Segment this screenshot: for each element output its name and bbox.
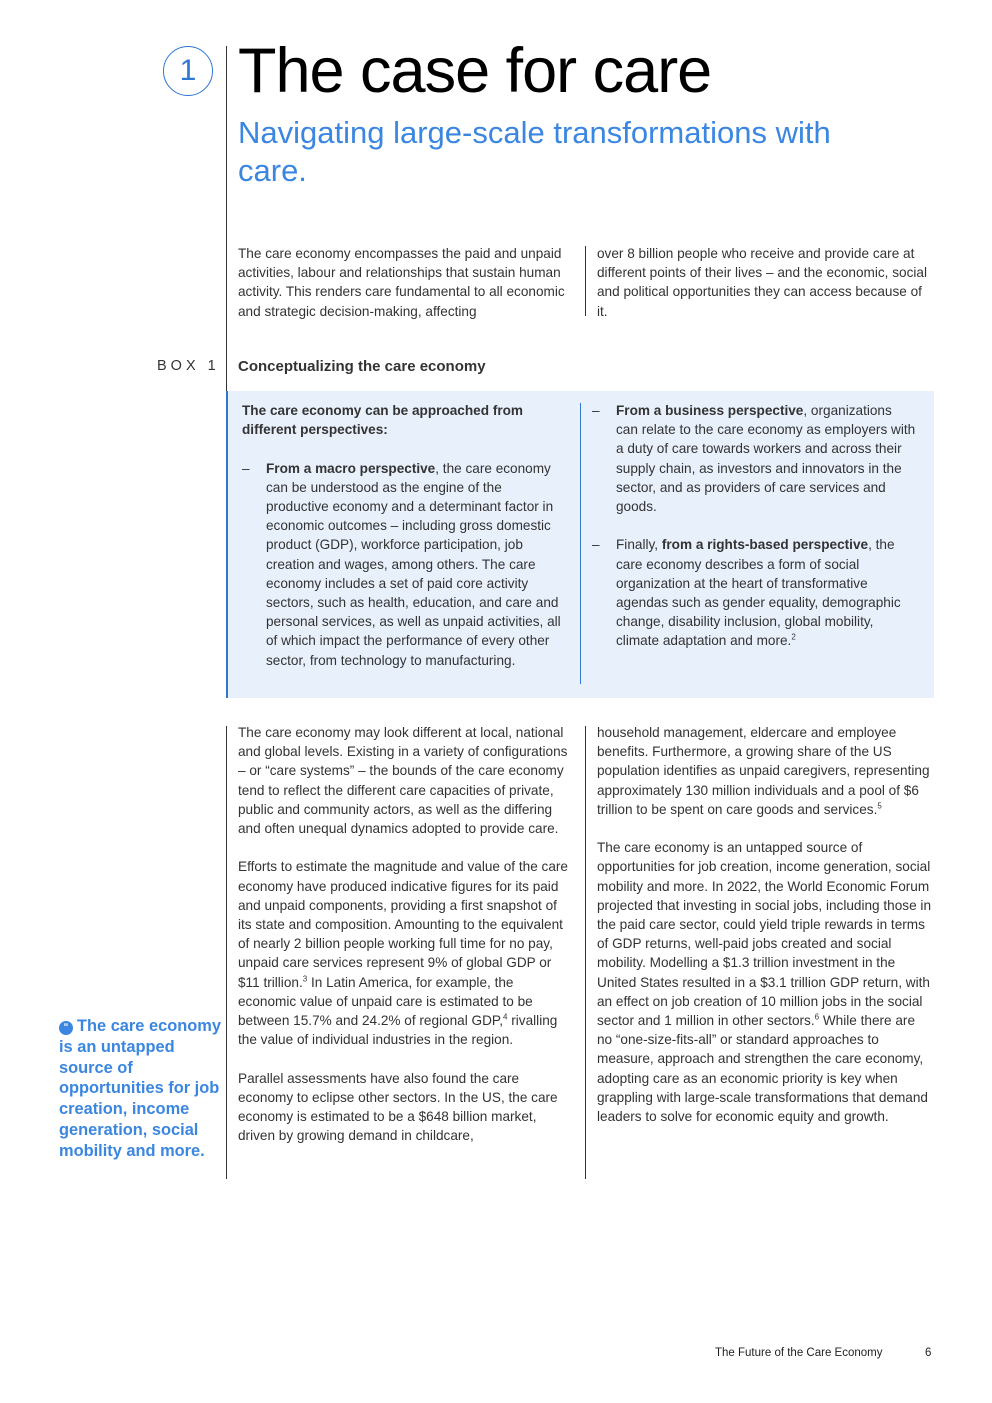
footnote-ref: 3: [302, 974, 308, 984]
pull-quote-text: The care economy is an untapped source of opportunities for job creation, income generation, social mobility and more.: [59, 1017, 221, 1160]
text-run: In Latin America, for example, the economic value of unpaid care is estimated to be between 15.7% and 24.2% of regional GDP,: [238, 974, 533, 1029]
business-text: , organizations can relate to the care economy as employers with a duty of care towards workers and across their supply chain, as investors and innovators in the sector, and as providers of care services and goods.: [616, 403, 916, 515]
rights-prefix: Finally,: [616, 537, 662, 553]
macro-text: , the care economy can be understood as the engine of the productive economy and a determinant factor in economic outcomes – including gross domestic product (GDP), workforce participation, job creation and wages, among others. The care economy includes a set of paid core activity sectors, such as health, education, and care and personal services, as well as unpaid activities, all of which impact the performance of every other sector, from technology to manufacturing.: [266, 460, 561, 668]
box-left-column: [242, 401, 567, 670]
body-paragraph: Parallel assessments have also found the care economy to eclipse other sectors. In the US, the care economy is estimated to be a $648 billion market, driven by growing demand in childcare,: [238, 1070, 558, 1144]
page-number: 6: [925, 1347, 932, 1359]
box-label: BOX 1: [157, 358, 220, 374]
text-run: While there are no “one-size-fits-all” or standard approaches to measure, approach and strengthen the care economy, adopting care as an economic priority is key when grappling with large-scale transformations that demand leaders to solve for economic equity and growth.: [597, 1013, 928, 1125]
box-right-column: [592, 401, 917, 651]
rights-heading: from a rights-based perspective: [661, 537, 869, 553]
text-run: The care economy is an untapped source of opportunities for job creation, income generation, social mobility and more. In 2022, the World Economic Forum projected that investing in social jobs, including those in the paid care sector, could yield triple rewards in terms of GDP returns, well-paid jobs created and social mobility. Modelling a $1.3 trillion investment in the United States resulted in a $3.1 trillion GDP return, with an effect on job creation of 10 million jobs in the social sector and 1 million in other sectors.: [597, 840, 932, 1029]
footnote-ref: 5: [877, 801, 882, 811]
intro-right-paragraph: over 8 billion people who receive and provide care at different points of their lives – and the economic, social and political opportunities they can access because of it.: [597, 246, 927, 319]
column-divider: [585, 726, 586, 1179]
body-paragraph: [597, 723, 932, 819]
quote-icon: “: [59, 1021, 73, 1035]
vertical-divider-lower: [226, 726, 227, 1179]
box-title: Conceptualizing the care economy: [238, 358, 486, 375]
box-column-divider: [580, 403, 581, 684]
text-run: Efforts to estimate the magnitude and value of the care economy have produced indicative figures for its paid and unpaid components, providing a first snapshot of its state and composition. Amounting to the equivalent of nearly 2 billion people working full time for no pay, unpaid care services represent 9% of global GDP or $11 trillion.: [238, 859, 568, 990]
dash-marker: –: [242, 460, 250, 476]
footnote-ref: 6: [814, 1012, 820, 1022]
footnote-ref: 4: [503, 1012, 508, 1022]
page-title: The case for care: [238, 36, 712, 106]
body-left-column: [238, 723, 573, 1145]
business-heading: From a business perspective: [616, 403, 804, 418]
page-subtitle: Navigating large-scale transformations with care.: [238, 115, 831, 188]
intro-left-paragraph: The care economy encompasses the paid and unpaid activities, labour and relationships that sustain human activity. This renders care fundamental to all economic and strategic decision-making, affecting: [238, 246, 565, 319]
chapter-number: 1: [163, 46, 213, 96]
text-run: household management, eldercare and employee benefits. Furthermore, a growing share of the US population identifies as unpaid caregivers, representing approximately 130 million individuals and a pool of $6 trillion to be spent on care goods and services.: [597, 725, 930, 817]
box-accent-rule: [226, 391, 228, 698]
dash-marker: –: [592, 403, 600, 418]
macro-heading: From a macro perspective: [266, 460, 436, 476]
bullet-rights: [592, 535, 917, 650]
dash-marker: –: [592, 537, 600, 553]
text-run: rivalling the value of individual industries in the region.: [238, 1013, 558, 1048]
bullet-business: [592, 401, 917, 516]
bullet-macro: [242, 459, 567, 670]
pull-quote: [59, 1016, 224, 1162]
footnote-ref: 2: [791, 632, 796, 642]
box-lead: The care economy can be approached from different perspectives:: [242, 403, 524, 438]
body-paragraph: [238, 857, 573, 1049]
body-paragraph: [597, 838, 932, 1126]
body-right-column: [597, 723, 932, 1126]
footer-title: The Future of the Care Economy: [715, 1347, 883, 1359]
rights-text: , the care economy describes a form of social organization at the heart of transformative agendas such as gender equality, demographic change, disability inclusion, global mobility, climate adaptation and more.: [616, 537, 901, 649]
column-divider: [585, 246, 586, 316]
body-paragraph: The care economy may look different at local, national and global levels. Existing in a variety of configurations – or “care systems” – the bounds of the care economy tend to reflect the different care capacities of private, public and community actors, as well as the differing and often unequal dynamics adopted to provide care.: [238, 725, 568, 837]
